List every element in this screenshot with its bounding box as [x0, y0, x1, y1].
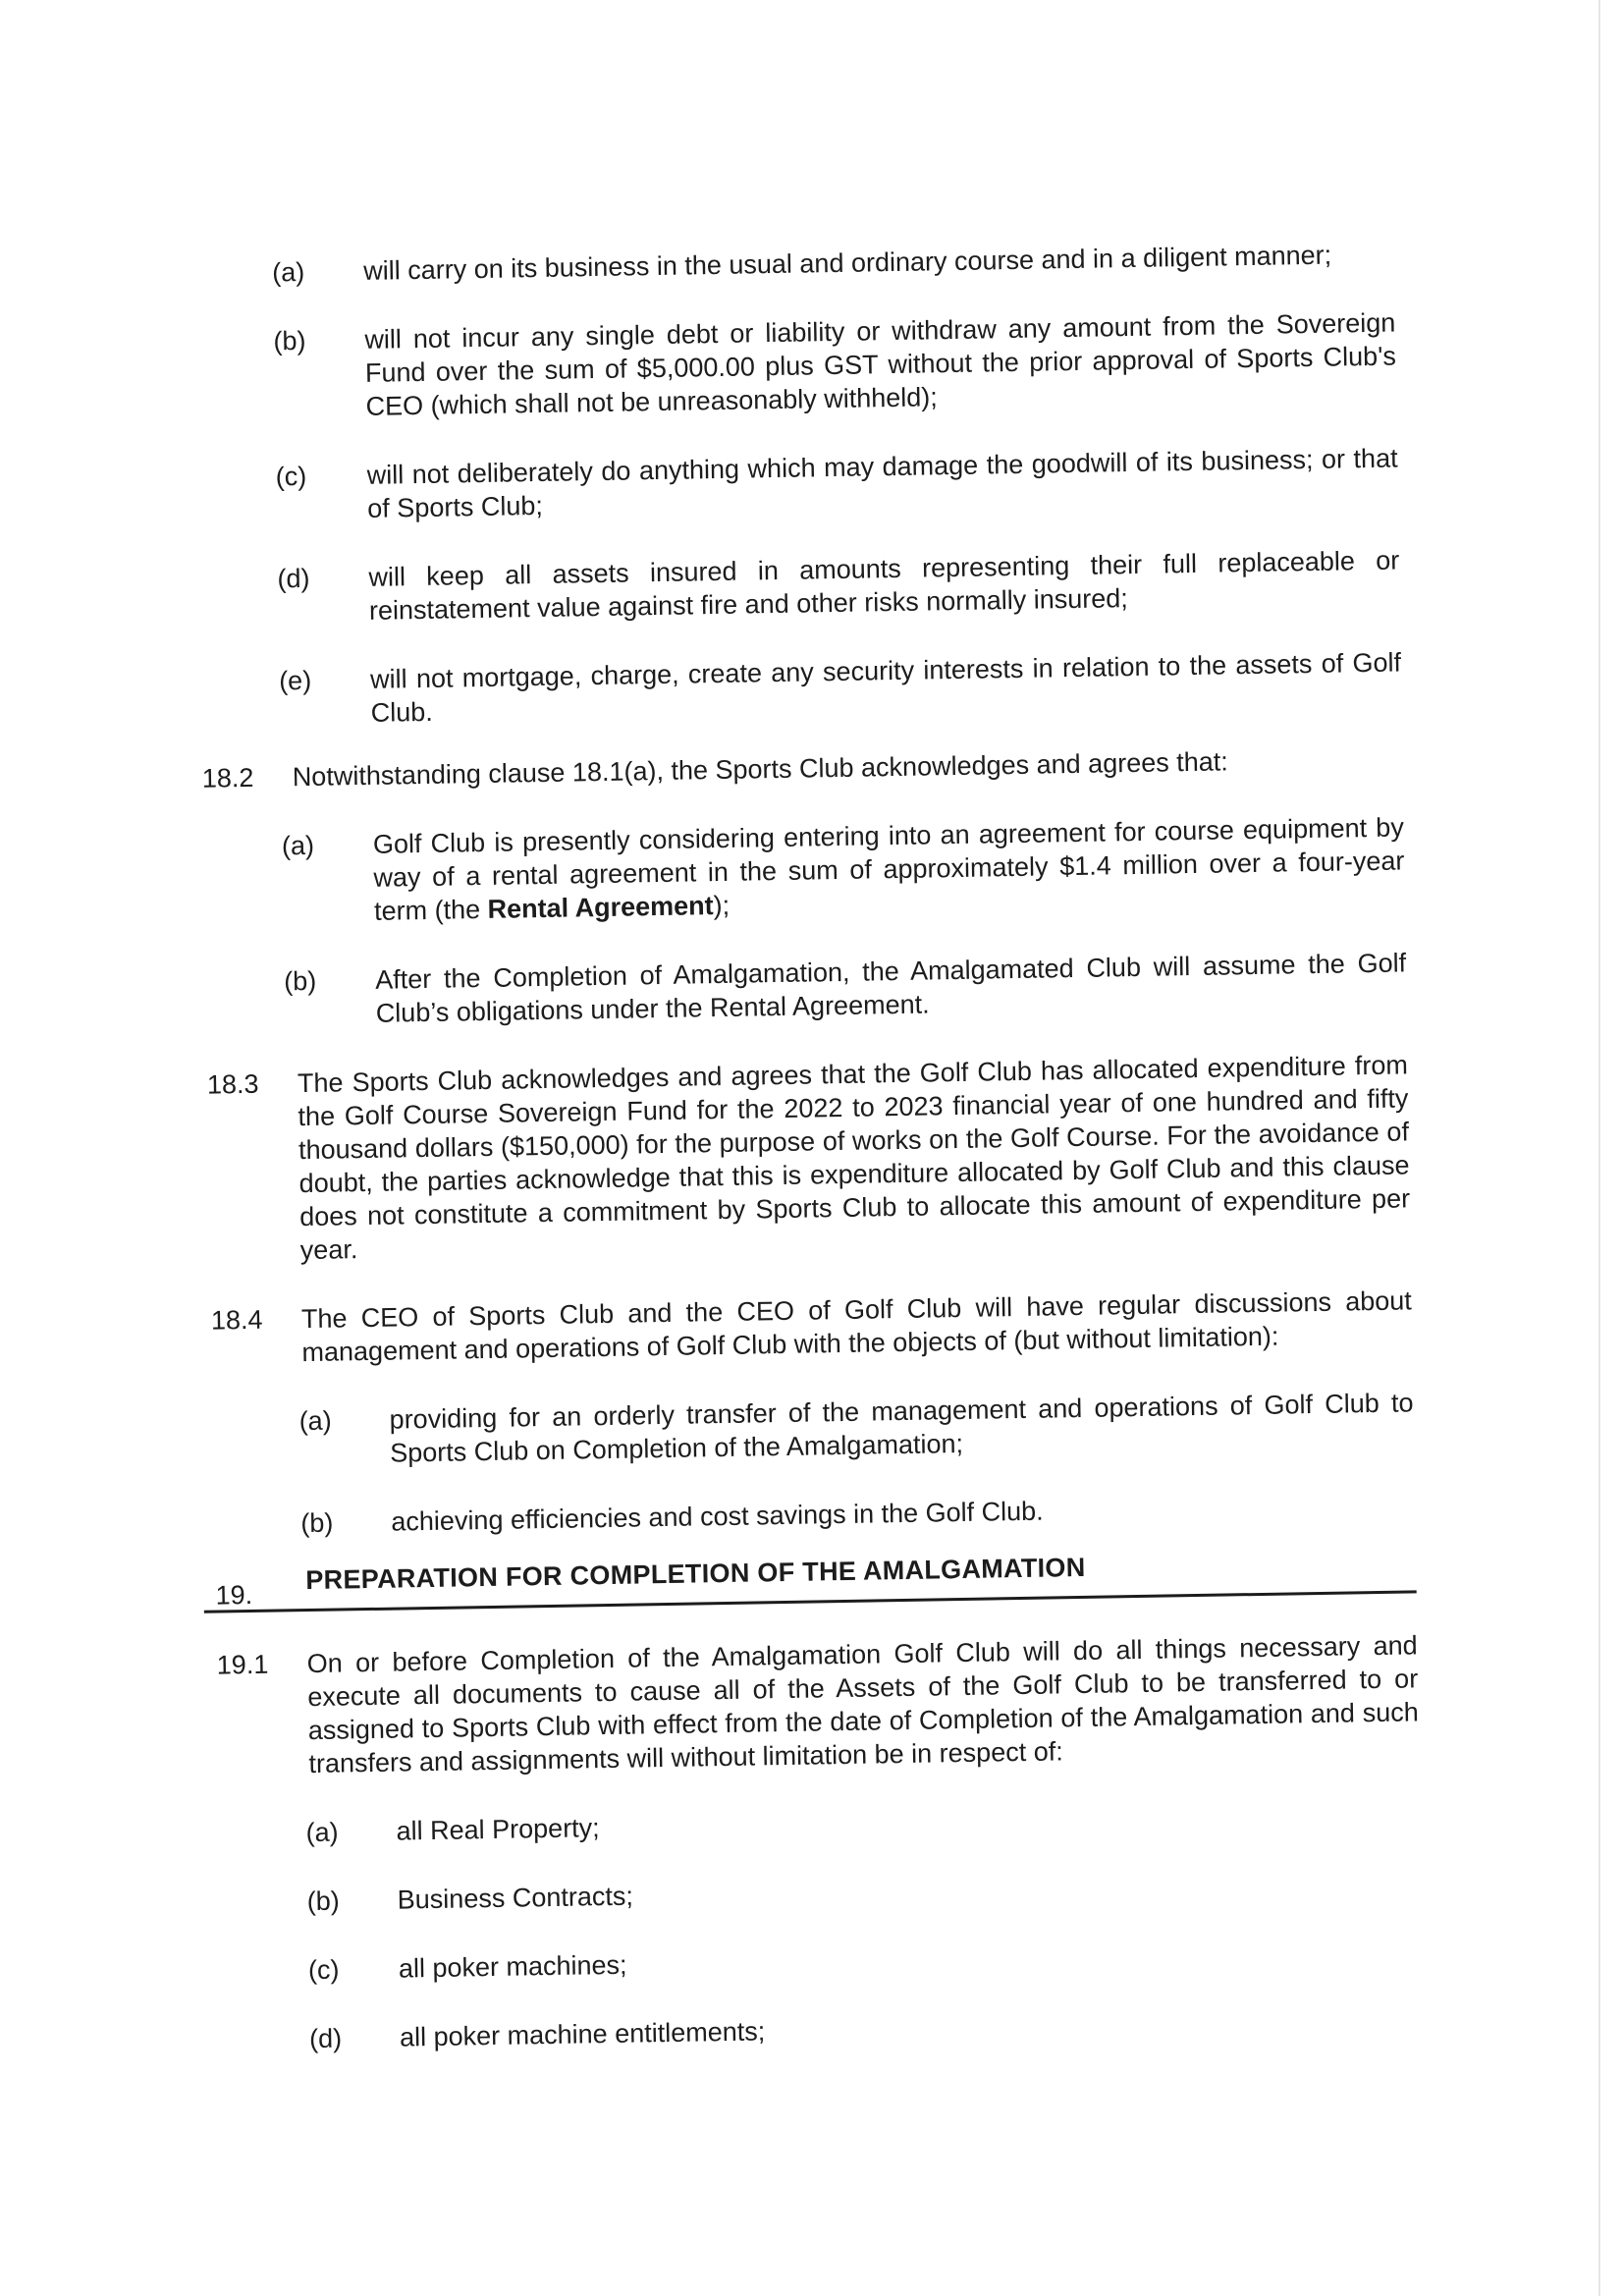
- document-body: [182, 238, 1424, 2057]
- item-label: (e): [278, 665, 312, 696]
- clause-text: On or before Completion of the Amalgamation Golf Club will do all things necessary and execute all documents to cause all of the Assets of the Golf Club to be transferred to or assigned to Sports Club with effect from the date of Completion of the Amalgamation and such transfers and assignments will without limitation be in respect of:: [306, 1630, 1419, 1779]
- list-item: [209, 1866, 1422, 1919]
- list-item: [189, 645, 1402, 732]
- item-label: (a): [272, 256, 305, 288]
- item-label: (a): [298, 1405, 332, 1437]
- list-item: [185, 441, 1398, 527]
- item-text: will not mortgage, charge, create any security interests in relation to the assets of Golf Club.: [369, 647, 1402, 728]
- clause-text: Notwithstanding clause 18.1(a), the Sports Club acknowledges and agrees that:: [292, 746, 1228, 793]
- clause-number: 18.2: [201, 762, 254, 793]
- clause-19-1: [204, 1628, 1419, 1781]
- item-label: (b): [300, 1507, 334, 1539]
- item-text: all poker machines;: [398, 1949, 627, 1984]
- clause-18-3: [195, 1048, 1411, 1268]
- section-title: PREPARATION FOR COMPLETION OF THE AMALGAMATION: [305, 1552, 1086, 1596]
- item-text: achieving efficiencies and cost savings in the Golf Club.: [391, 1496, 1044, 1537]
- item-text: providing for an orderly transfer of the management and operations of Golf Club to Sports Club on Completion of the Amalgamation;: [389, 1388, 1414, 1468]
- list-item: [193, 946, 1407, 1032]
- list-item: [182, 238, 1394, 291]
- clause-number: 18.4: [210, 1304, 263, 1336]
- clause-text: The CEO of Sports Club and the CEO of Golf Club will have regular discussions about management and operations of Golf Club with the objects of (but without limitation):: [300, 1285, 1413, 1368]
- list-item: [191, 810, 1406, 930]
- item-label: (b): [283, 965, 317, 997]
- item-label: (b): [273, 325, 306, 356]
- item-label: (d): [277, 563, 310, 594]
- item-text: will not deliberately do anything which may damage the goodwill of its business; or that of Sports Club;: [366, 443, 1398, 523]
- item-text: After the Completion of Amalgamation, the Amalgamated Club will assume the Golf Club’s obligations under the Rental Agreement.: [374, 948, 1407, 1028]
- list-item: [202, 1488, 1415, 1541]
- clause-18-2: [190, 741, 1403, 794]
- item-text: will keep all assets insured in amounts representing their full replaceable or reinstatement value against fire and other risks normally insured;: [368, 545, 1400, 626]
- defined-term: Rental Agreement: [487, 891, 714, 924]
- list-item: [207, 1797, 1420, 1850]
- clause-number: 18.3: [206, 1068, 259, 1100]
- list-item: [187, 543, 1400, 629]
- item-text: will not incur any single debt or liability or withdraw any amount from the Sovereign Fund over the sum of $5,000.00 plus GST without the prior approval of Sports Club's CEO (which shall not be unreasonably withheld);: [364, 307, 1397, 421]
- item-label: (b): [306, 1886, 341, 1917]
- clause-18-4: [199, 1284, 1413, 1370]
- item-text: [373, 810, 1406, 927]
- item-text: all Real Property;: [396, 1813, 600, 1846]
- item-label: (a): [281, 830, 315, 861]
- section-heading: [203, 1545, 1417, 1613]
- item-label: (a): [305, 1817, 339, 1848]
- list-item: [211, 2003, 1424, 2056]
- scan-edge-line: [1598, 0, 1600, 2296]
- item-text: will carry on its business in the usual and ordinary course and in a diligent manner;: [363, 240, 1332, 286]
- item-text: all poker machine entitlements;: [399, 2016, 766, 2052]
- list-item: [200, 1386, 1414, 1472]
- section-number: 19.: [215, 1579, 253, 1611]
- item-text-after: );: [713, 890, 730, 921]
- list-item: [210, 1935, 1423, 1988]
- clause-number: 19.1: [216, 1649, 269, 1680]
- item-label: (c): [275, 461, 307, 492]
- item-label: (c): [307, 1954, 340, 1986]
- item-text: Business Contracts;: [397, 1881, 634, 1915]
- item-text-before: Golf Club is presently considering entering into an agreement for course equipment by way of a rental agreement in the sum of approximately $1.4 million over a four-year term (the: [372, 812, 1405, 926]
- item-label: (d): [308, 2023, 343, 2054]
- clause-text: The Sports Club acknowledges and agrees that the Golf Club has allocated expenditure from the Golf Course Sovereign Fund for the 2022 to 2023 financial year of one hundred and fifty thousand dollars ($150,000) for the purpose of works on the Golf Course. For the avoidance of doubt, the parties acknowledge that this is expenditure allocated by Golf Club and this clause does not constitute a commitment by Sports Club to allocate this amount of expenditure per year.: [297, 1050, 1411, 1266]
- list-item: [183, 306, 1397, 426]
